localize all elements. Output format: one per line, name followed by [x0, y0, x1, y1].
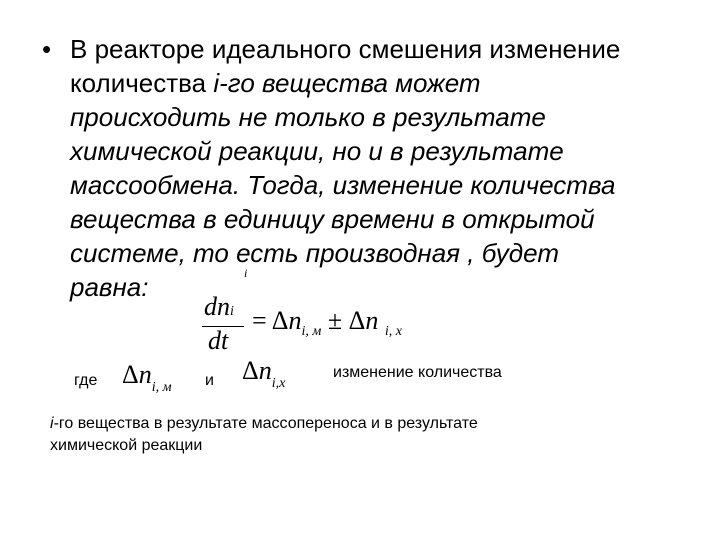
bullet-line-segment: химической реакции, но и в результате [70, 136, 564, 166]
bullet-line-segment: равна: [70, 272, 149, 302]
bullet-line-segment: массообмена. Тогда, изменение количества [70, 170, 616, 200]
and-word: и [205, 372, 214, 389]
where-word: где [74, 372, 98, 389]
mass-transfer-term: $\Delta n_{i, м}$ [122, 360, 172, 395]
bullet-line-segment: i-го вещества может [213, 68, 481, 98]
bullet-line-segment: В реакторе идеального смешения изменение [70, 34, 621, 64]
definition-continuation [50, 413, 478, 457]
bullet-line [70, 168, 620, 202]
bullet-line [70, 270, 620, 304]
bullet-line [70, 32, 620, 66]
reaction-term: $\Delta n_{i,x}$ [242, 356, 286, 391]
bullet-line-segment: системе, то есть производная , будет [70, 238, 559, 268]
continuation-line-1: i-го вещества в результате массопереноса и в результате [50, 415, 478, 432]
bullet-line-segment: количества [70, 68, 214, 98]
bullet-line-segment: происходить не только в результате [70, 102, 546, 132]
change-label: изменение количества [333, 364, 502, 381]
bullet-line [70, 236, 620, 270]
bullet-marker: • [42, 34, 52, 64]
fraction-denominator: dt [208, 326, 229, 355]
bullet-line [70, 100, 620, 134]
bullet-line-segment: вещества в единицу времени в открытой [70, 204, 595, 234]
fraction-numerator: dni [204, 292, 234, 321]
bullet-line [70, 66, 620, 100]
bullet-line [70, 134, 620, 168]
formula-right-side: = $\Delta n_{i, м} \pm \Delta n$ $_{i, x}$ [252, 306, 402, 339]
stray-index-mark: i [244, 266, 248, 280]
bullet-line [70, 202, 620, 236]
continuation-line-2: химической реакции [50, 437, 203, 454]
bullet-text [70, 32, 620, 304]
